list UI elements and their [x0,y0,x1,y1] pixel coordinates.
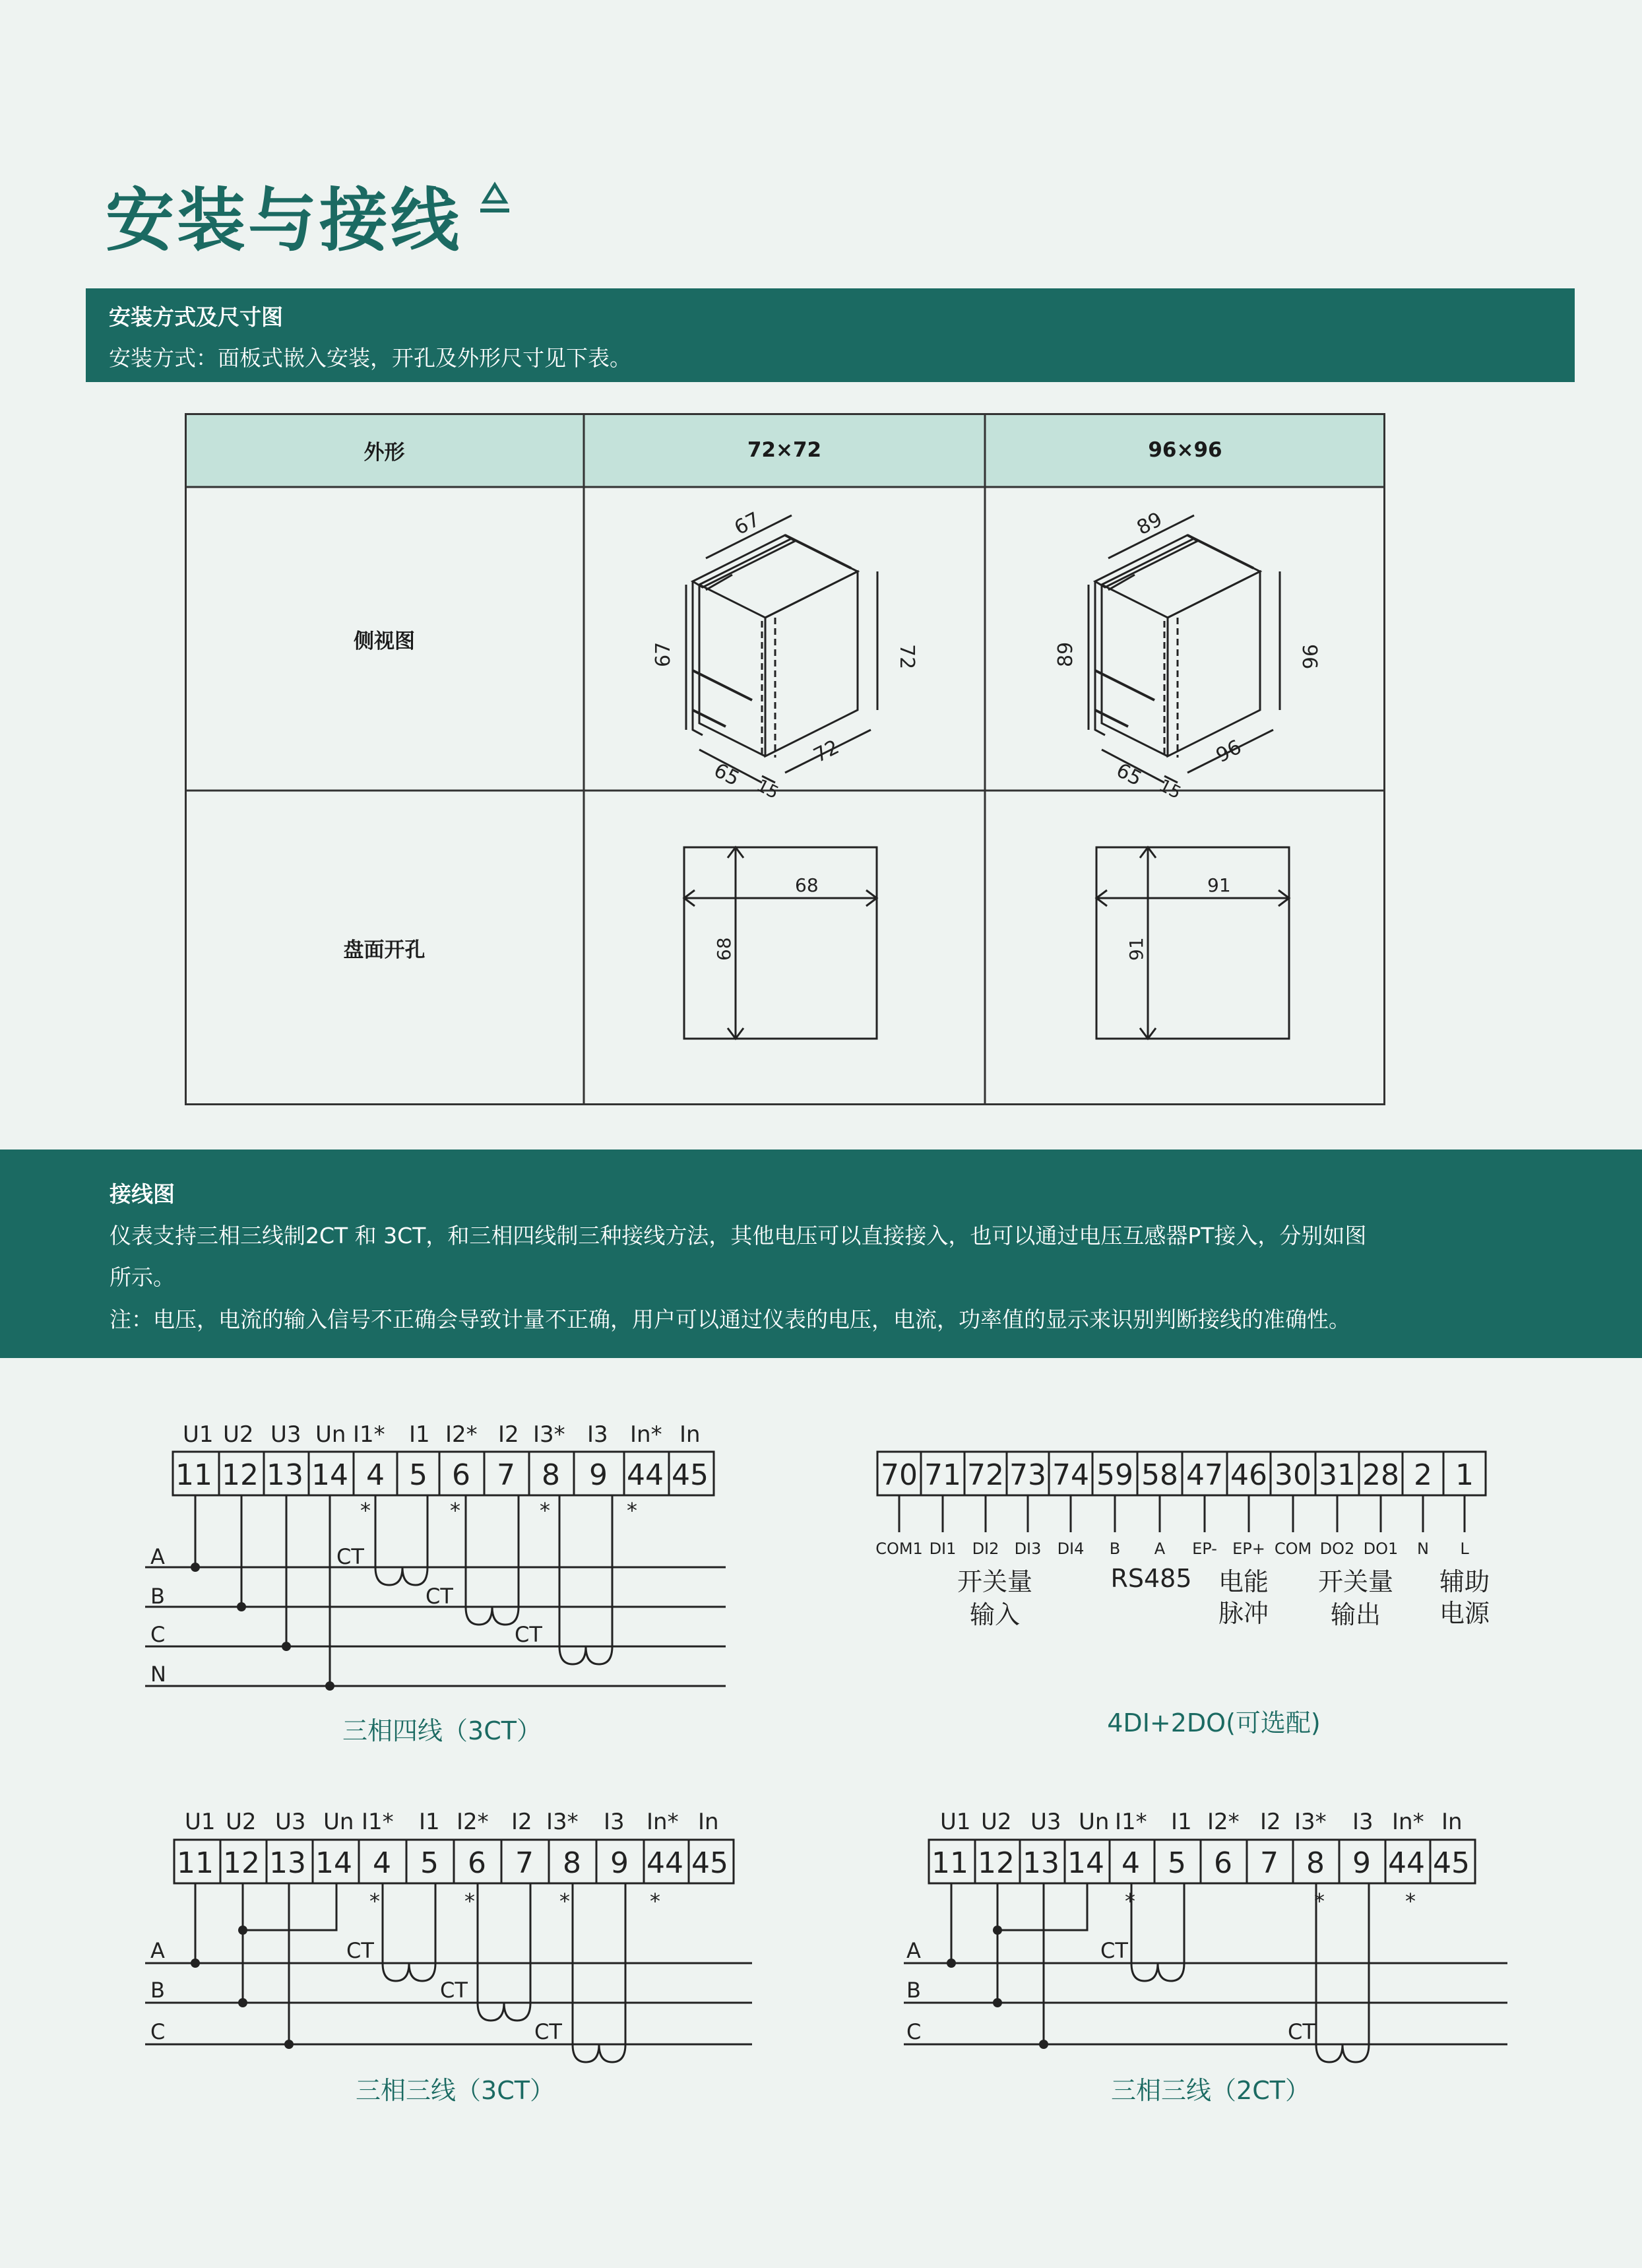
tl2-u2: U2 [981,1809,1012,1835]
t3-9: 9 [610,1846,629,1880]
t-6: 6 [452,1458,470,1492]
caption-io: 4DI+2DO(可选配) [1107,1708,1321,1737]
t-4: 4 [366,1458,385,1492]
t3-5: 5 [420,1846,439,1880]
side-view-72-drawing [633,507,950,804]
tl-ins: In* [630,1421,662,1448]
tl3-u2: U2 [226,1809,257,1835]
io-l-do1: DO1 [1363,1539,1399,1558]
tl-in: In [679,1421,701,1448]
caption-3p4w-3ct: 三相四线（3CT） [342,1716,542,1745]
star2-3: * [1405,1889,1416,1914]
tl2-i2s: I2* [1207,1809,1240,1835]
header-72: 72×72 [584,413,985,487]
cutout-96-drawing [1095,842,1293,1040]
io-t-70: 70 [881,1458,918,1492]
t3-7: 7 [515,1846,534,1880]
io-t-47: 47 [1186,1458,1223,1492]
cutout-96-height: 91 [1125,937,1147,961]
dim-96-front: 96 [1212,735,1246,768]
dim-72-depth: 65 [710,758,743,791]
tl3-i3s: I3* [546,1809,579,1835]
tl3-ins: In* [647,1809,679,1835]
line-n: N [150,1662,166,1687]
io-t-2: 2 [1414,1458,1432,1492]
tl2-in: In [1441,1809,1463,1835]
ct2-2: CT [1288,2019,1315,2044]
t2-11: 11 [932,1846,968,1880]
cutout-96-width: 91 [1207,874,1231,896]
page-title: 安装与接线 [106,180,462,261]
t2-9: 9 [1352,1846,1371,1880]
ct3-2: CT [440,1978,468,2003]
diagram-io-terminals [871,1445,1504,1656]
ct-2: CT [426,1584,453,1609]
io-group-di-l2: 输入 [969,1600,1021,1629]
io-group-di-l1: 开关量 [957,1567,1033,1596]
cutout-72-width: 68 [795,874,819,896]
t2-44: 44 [1388,1846,1425,1880]
io-l-di4: DI4 [1057,1539,1085,1558]
io-t-30: 30 [1275,1458,1311,1492]
row-label-side-view: 侧视图 [354,629,415,653]
cutout-72-height: 68 [713,937,735,961]
dim-72-top: 67 [730,507,764,540]
t3-11: 11 [177,1846,214,1880]
io-l-di3: DI3 [1014,1539,1042,1558]
tl2-i3: I3 [1352,1809,1374,1835]
t2-5: 5 [1168,1846,1186,1880]
t3-6: 6 [468,1846,486,1880]
install-heading: 安装方式及尺寸图 [109,304,283,330]
io-group-pwr-l1: 辅助 [1439,1567,1490,1596]
diagram-3p3w-2ct [904,1801,1511,2065]
t-9: 9 [589,1458,608,1492]
tl3-i1s: I1* [362,1809,394,1835]
tl2-u3: U3 [1030,1809,1061,1835]
tl3-i2s: I2* [457,1809,489,1835]
side-view-96-drawing [1036,507,1352,804]
tl2-i1s: I1* [1115,1809,1147,1835]
tl-un: Un [315,1421,346,1448]
tl3-un: Un [323,1809,354,1835]
caption-3p3w-2ct: 三相三线（2CT） [1111,2076,1310,2105]
t2-6: 6 [1214,1846,1232,1880]
star-4: * [627,1498,637,1523]
tl-i3s: I3* [533,1421,565,1448]
t-12: 12 [222,1458,259,1492]
star2-2: * [1314,1889,1325,1914]
io-group-ep-l1: 电能 [1218,1567,1269,1596]
star3-2: * [464,1889,475,1914]
line2-b: B [906,1978,921,2003]
line2-a: A [906,1938,921,1963]
t-14: 14 [311,1458,348,1492]
diagram-3p3w-3ct [145,1801,752,2065]
star-3: * [540,1498,550,1523]
header-shape: 外形 [185,413,584,487]
dim-72-bezel: 15 [753,775,782,804]
caption-3p3w-3ct: 三相三线（3CT） [356,2076,555,2105]
io-l-b: B [1109,1539,1121,1558]
cutout-72-drawing [683,842,881,1040]
io-group-pwr-l2: 电源 [1439,1599,1490,1628]
t-44: 44 [627,1458,664,1492]
diagram-3p4w-3ct [145,1412,739,1702]
wiring-text-line2: 所示。 [110,1264,175,1290]
wiring-section-band [0,1150,1642,1358]
t3-14: 14 [315,1846,352,1880]
io-l-n: N [1417,1539,1429,1558]
tl-u1: U1 [183,1421,214,1448]
t-5: 5 [409,1458,427,1492]
tl-u2: U2 [223,1421,254,1448]
t3-12: 12 [223,1846,260,1880]
line-a: A [150,1544,165,1569]
t2-13: 13 [1023,1846,1059,1880]
io-l-di1: DI1 [929,1539,957,1558]
io-t-72: 72 [967,1458,1004,1492]
line2-c: C [906,2019,922,2044]
io-t-74: 74 [1052,1458,1089,1492]
t-11: 11 [175,1458,212,1492]
ct-3: CT [515,1622,542,1647]
io-t-46: 46 [1230,1458,1267,1492]
dim-96-left: 89 [1054,641,1077,667]
tl2-ins: In* [1392,1809,1424,1835]
io-l-com: COM [1274,1539,1312,1558]
tl3-i3: I3 [604,1809,625,1835]
tl2-i2: I2 [1260,1809,1281,1835]
io-t-28: 28 [1362,1458,1399,1492]
io-t-31: 31 [1319,1458,1356,1492]
io-l-a: A [1154,1539,1166,1558]
io-t-73: 73 [1009,1458,1046,1492]
tl3-in: In [698,1809,719,1835]
io-l-epp: EP+ [1232,1539,1265,1558]
dimension-table [185,413,1385,1105]
io-l-epm: EP- [1192,1539,1217,1558]
dim-96-top: 89 [1133,507,1166,540]
tl-u3: U3 [270,1421,301,1448]
line-b: B [150,1584,165,1609]
tl-i2: I2 [498,1421,519,1448]
t3-13: 13 [269,1846,306,1880]
star3-4: * [650,1889,660,1914]
tl3-i1: I1 [419,1809,440,1835]
star-2: * [450,1498,460,1523]
io-l-do2: DO2 [1319,1539,1355,1558]
line3-b: B [150,1978,165,2003]
row-label-cutout: 盘面开孔 [343,938,426,962]
ct-1: CT [336,1544,364,1569]
t2-8: 8 [1306,1846,1325,1880]
io-t-58: 58 [1141,1458,1178,1492]
tl2-i3s: I3* [1294,1809,1327,1835]
t3-8: 8 [563,1846,581,1880]
star-1: * [360,1498,371,1523]
t-45: 45 [672,1458,709,1492]
line3-c: C [150,2019,166,2044]
ct3-3: CT [534,2019,562,2044]
io-group-rs485: RS485 [1110,1564,1192,1593]
io-l-l: L [1460,1539,1469,1558]
tl-i2s: I2* [445,1421,478,1448]
tl-i1: I1 [409,1421,430,1448]
t2-12: 12 [978,1846,1015,1880]
tl3-i2: I2 [511,1809,532,1835]
dim-72-right: 72 [895,644,918,670]
t2-14: 14 [1067,1846,1104,1880]
t3-44: 44 [647,1846,683,1880]
dim-72-left: 67 [652,641,675,667]
dim-72-front: 72 [809,735,843,768]
line3-a: A [150,1938,165,1963]
wiring-heading: 接线图 [110,1181,175,1207]
io-group-ep-l2: 脉冲 [1218,1599,1269,1628]
star2-1: * [1125,1889,1135,1914]
tl3-u3: U3 [275,1809,306,1835]
tl2-i1: I1 [1171,1809,1192,1835]
io-l-di2: DI2 [972,1539,999,1558]
t-8: 8 [542,1458,560,1492]
star3-1: * [369,1889,380,1914]
install-description: 安装方式：面板式嵌入安装，开孔及外形尺寸见下表。 [109,345,631,371]
io-t-71: 71 [924,1458,961,1492]
dim-96-bezel: 15 [1155,775,1184,804]
header-96: 96×96 [985,413,1385,487]
io-group-do-l1: 开关量 [1317,1567,1394,1596]
t-7: 7 [497,1458,515,1492]
io-t-59: 59 [1096,1458,1133,1492]
io-group-do-l2: 输出 [1330,1600,1381,1629]
tl2-u1: U1 [940,1809,971,1835]
t-13: 13 [267,1458,303,1492]
t2-7: 7 [1260,1846,1279,1880]
tl-i3: I3 [587,1421,608,1448]
io-l-com1: COM1 [875,1539,923,1558]
tl2-un: Un [1079,1809,1110,1835]
line-c: C [150,1622,166,1647]
wiring-text-line1: 仪表支持三相三线制2CT 和 3CT，和三相四线制三种接线方法，其他电压可以直接接入，也可以通过电压互感器PT接入，分别如图 [110,1223,1367,1248]
t2-4: 4 [1121,1846,1140,1880]
t2-45: 45 [1433,1846,1470,1880]
t3-45: 45 [691,1846,728,1880]
install-section-band [86,288,1575,382]
ct2-1: CT [1100,1938,1128,1963]
star3-3: * [559,1889,570,1914]
io-t-1: 1 [1455,1458,1474,1492]
dim-96-right: 96 [1298,644,1321,670]
tl-i1s: I1* [353,1421,385,1448]
t3-4: 4 [373,1846,391,1880]
ct3-1: CT [346,1938,374,1963]
tl3-u1: U1 [185,1809,216,1835]
wiring-note: 注：电压，电流的输入信号不正确会导致计量不正确，用户可以通过仪表的电压，电流，功率值的显示来识别判断接线的准确性。 [110,1307,1350,1332]
triangle-mark-icon [475,179,515,219]
dim-96-depth: 65 [1112,758,1146,791]
